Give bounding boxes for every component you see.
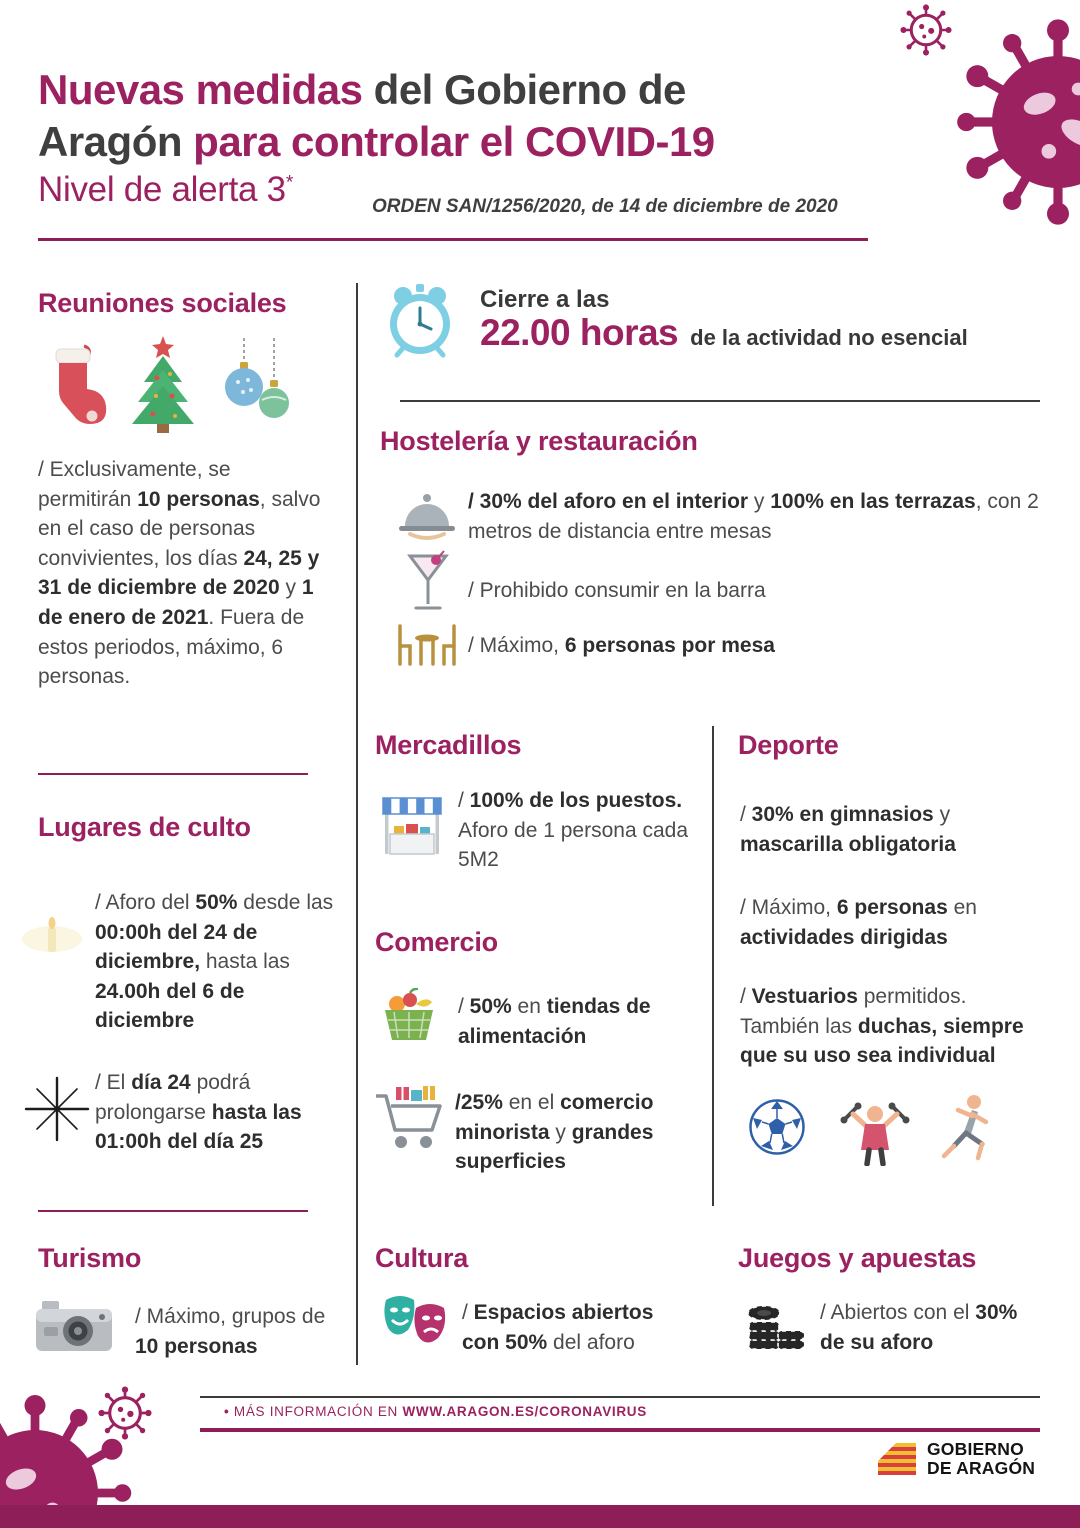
section-title-reuniones: Reuniones sociales xyxy=(38,288,287,318)
hosteleria-item-1: / 30% del aforo en el interior y 100% en las terrazas, con 2 metros de distancia entre mesas xyxy=(468,490,1039,543)
bottom-bar xyxy=(0,1505,1080,1528)
closure-detail: de la actividad no esencial xyxy=(690,325,968,350)
star-icon xyxy=(24,1076,90,1142)
closure-intro: Cierre a las xyxy=(480,286,610,313)
coronavirus-icon-small xyxy=(900,4,952,56)
coronavirus-icon xyxy=(948,12,1080,232)
market-stall-icon xyxy=(382,792,442,858)
page-title-line1: Nuevas medidas del Gobierno de xyxy=(38,66,686,114)
section-title-comercio: Comercio xyxy=(375,927,498,957)
comercio-item-2: /25% en el comercio minorista y grandes superficies xyxy=(455,1091,654,1174)
camera-icon xyxy=(34,1297,114,1355)
column-divider-right xyxy=(712,726,714,1206)
closure-rule xyxy=(400,400,1040,402)
section-title-hosteleria: Hostelería y restauración xyxy=(380,426,698,456)
left-rule-1 xyxy=(38,773,308,775)
grocery-basket-icon xyxy=(380,988,438,1044)
section-title-mercadillos: Mercadillos xyxy=(375,730,522,760)
poker-chips-icon xyxy=(745,1294,807,1354)
section-title-juegos: Juegos y apuestas xyxy=(738,1243,977,1273)
cultura-body: / Espacios abiertos con 50% del aforo xyxy=(462,1301,654,1354)
alarm-clock-icon xyxy=(383,282,457,358)
deporte-item-2: / Máximo, 6 personas en actividades dirigidas xyxy=(740,896,977,949)
turismo-body: / Máximo, grupos de 10 personas xyxy=(135,1305,326,1358)
logo-line-1: GOBIERNO xyxy=(927,1439,1024,1459)
baubles-icon xyxy=(220,338,292,430)
hosteleria-item-3: / Máximo, 6 personas por mesa xyxy=(468,634,775,657)
runner-icon xyxy=(938,1092,998,1166)
christmas-tree-icon xyxy=(120,334,206,434)
hosteleria-item-2: / Prohibido consumir en la barra xyxy=(468,579,766,602)
closure-time: 22.00 horas xyxy=(480,312,679,353)
section-title-cultura: Cultura xyxy=(375,1243,469,1273)
aragon-flag-icon xyxy=(876,1441,918,1477)
logo-line-2: DE ARAGÓN xyxy=(927,1458,1036,1479)
coronavirus-icon-bottom-small xyxy=(98,1386,152,1440)
table-chairs-icon xyxy=(394,622,460,668)
alert-level xyxy=(38,170,293,210)
footer-rule-bottom xyxy=(200,1428,1040,1432)
section-title-culto: Lugares de culto xyxy=(38,812,251,842)
left-rule-2 xyxy=(38,1210,308,1212)
christmas-stocking-icon xyxy=(44,338,108,432)
alert-level-text: Nivel de alerta 3 xyxy=(38,170,286,209)
section-title-deporte: Deporte xyxy=(738,730,839,760)
column-divider-left xyxy=(356,283,358,1365)
culto-item-1: / Aforo del 50% desde las 00:00h del 24 de diciembre, hasta las 24.00h del 6 de diciembre xyxy=(95,891,334,1033)
weightlifter-icon xyxy=(836,1092,914,1166)
mercadillos-body: / 100% de los puestos. Aforo de 1 persona cada 5M2 xyxy=(458,789,688,872)
page-title xyxy=(38,64,898,168)
gobierno-aragon-logo xyxy=(876,1440,1035,1479)
soccer-ball-icon xyxy=(748,1098,806,1156)
closure-line xyxy=(480,312,968,354)
more-info-text: • MÁS INFORMACIÓN EN WWW.ARAGON.ES/CORONAVIRUS xyxy=(224,1404,647,1419)
theater-masks-icon xyxy=(380,1292,452,1356)
footer-rule-top xyxy=(200,1396,1040,1398)
order-reference: ORDEN SAN/1256/2020, de 14 de diciembre de 2020 xyxy=(372,196,838,217)
juegos-body: / Abiertos con el 30% de su aforo xyxy=(820,1301,1018,1354)
deporte-item-3: / Vestuarios permitidos. También las duchas, siempre que su uso sea individual xyxy=(740,985,1024,1068)
page-title-line2: Aragón para controlar el COVID-19 xyxy=(38,118,715,166)
logo-text xyxy=(927,1440,1035,1479)
section-title-turismo: Turismo xyxy=(38,1243,142,1273)
shopping-cart-icon xyxy=(372,1082,448,1160)
cloche-icon xyxy=(398,488,456,540)
comercio-item-1: / 50% en tiendas de alimentación xyxy=(458,995,651,1048)
deporte-item-1: / 30% en gimnasios y mascarilla obligatoria xyxy=(740,803,956,856)
culto-item-2: / El día 24 podrá prolongarse hasta las 01:00h del día 25 xyxy=(95,1071,302,1154)
alert-asterisk: * xyxy=(285,172,294,194)
candle-icon xyxy=(20,912,84,958)
header-rule xyxy=(38,238,868,241)
cocktail-icon xyxy=(406,550,450,614)
reuniones-body: / Exclusivamente, se permitirán 10 personas, salvo en el caso de personas convivientes, los días 24, 25 y 31 de diciembre de 2020 y 1 de enero de 2021. Fuera de estos periodos, máximo, 6 personas. xyxy=(38,458,321,689)
